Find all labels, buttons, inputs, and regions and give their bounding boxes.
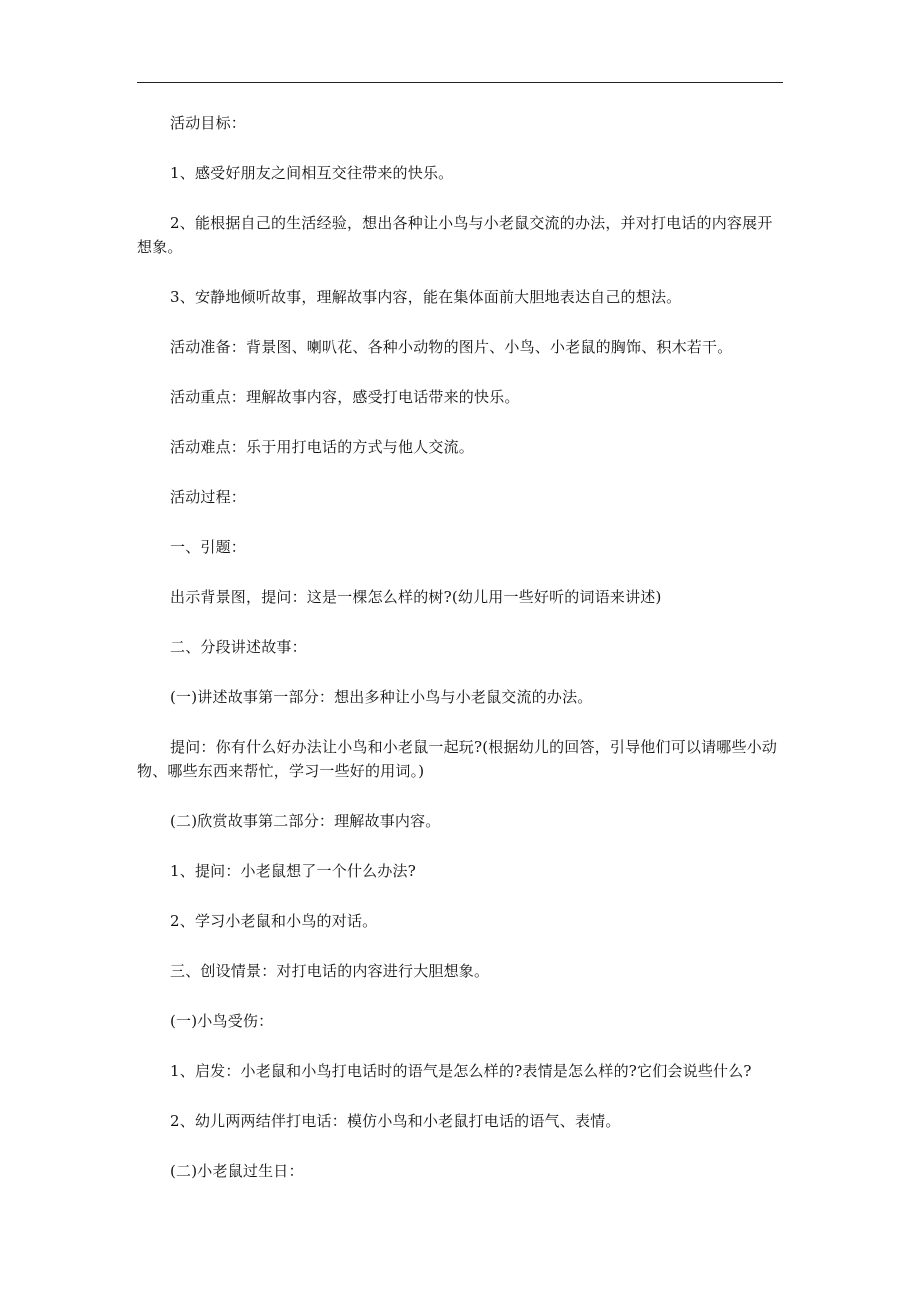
- key-point-paragraph: 活动重点：理解故事内容，感受打电话带来的快乐。: [170, 388, 520, 406]
- substep-heading: (一)小鸟受伤：: [170, 1012, 274, 1030]
- substep-heading: (一)讲述故事第一部分：想出多种让小鸟与小老鼠交流的办法。: [170, 688, 593, 706]
- section-heading-goals: 活动目标：: [170, 114, 247, 132]
- goal-item: 2、能根据自己的生活经验，想出各种让小鸟与小老鼠交流的办法，并对打电话的内容展开想象。: [137, 214, 773, 256]
- preparation-paragraph: 活动准备：背景图、喇叭花、各种小动物的图片、小鸟、小老鼠的胸饰、积木若干。: [170, 338, 733, 356]
- goal-item: 3、安静地倾听故事，理解故事内容，能在集体面前大胆地表达自己的想法。: [170, 288, 682, 306]
- goal-item: 1、感受好朋友之间相互交往带来的快乐。: [170, 164, 454, 182]
- header-rule: [137, 82, 783, 83]
- step-heading: 三、创设情景：对打电话的内容进行大胆想象。: [170, 962, 490, 980]
- step-item: 1、启发：小老鼠和小鸟打电话时的语气是怎么样的?表情是怎么样的?它们会说些什么?: [170, 1062, 752, 1080]
- step-heading: 一、引题：: [170, 538, 247, 556]
- step-item: 2、幼儿两两结伴打电话：模仿小鸟和小老鼠打电话的语气、表情。: [170, 1112, 621, 1130]
- step-paragraph: 出示背景图，提问：这是一棵怎么样的树?(幼儿用一些好听的词语来讲述): [170, 588, 662, 606]
- substep-heading: (二)欣赏故事第二部分：理解故事内容。: [170, 812, 441, 830]
- section-heading-process: 活动过程：: [170, 488, 247, 506]
- step-paragraph: 提问：你有什么好办法让小鸟和小老鼠一起玩?(根据幼儿的回答，引导他们可以请哪些小动物、哪些东西来帮忙，学习一些好的用词。): [137, 738, 778, 780]
- document-body: [137, 111, 785, 1209]
- step-item: 2、学习小老鼠和小鸟的对话。: [170, 912, 378, 930]
- difficulty-paragraph: 活动难点：乐于用打电话的方式与他人交流。: [170, 438, 475, 456]
- step-item: 1、提问：小老鼠想了一个什么办法?: [170, 862, 416, 880]
- step-heading: 二、分段讲述故事：: [170, 638, 307, 656]
- substep-heading: (二)小老鼠过生日：: [170, 1162, 304, 1180]
